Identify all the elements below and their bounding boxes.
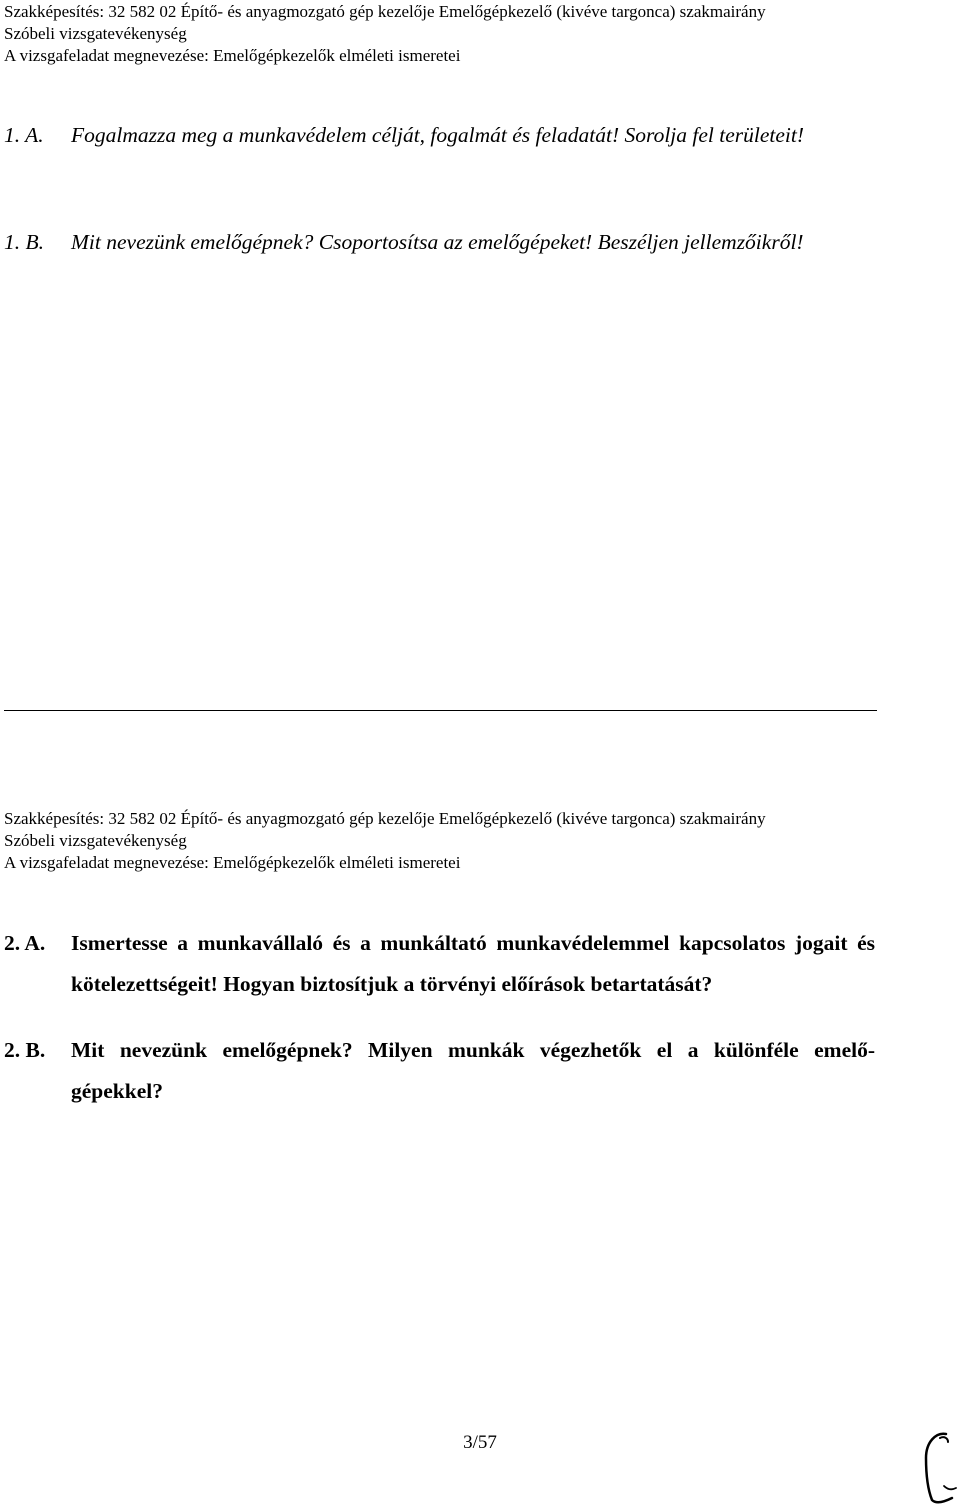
exam-type-line: Szóbeli vizsgatevékenység bbox=[4, 24, 187, 43]
signature-mark bbox=[918, 1428, 958, 1504]
question-text: Mit nevezünk emelőgépnek? Csoportosítsa az emelőgépeket! Beszéljen jellemzőikről! bbox=[71, 230, 804, 254]
question-1a bbox=[4, 115, 879, 197]
question-text: Ismertesse a munkavállaló és a munkáltató munkavédelemmel kapcsolatos jogait és kötelezettségeit! Hogyan biztosítjuk a törvényi előírások betartatását? bbox=[71, 931, 875, 996]
question-number: 1. B. bbox=[4, 230, 45, 254]
task-name-line: A vizsgafeladat megnevezése: Emelőgépkezelők elméleti ismeretei bbox=[4, 853, 461, 872]
qualification-line: Szakképesítés: 32 582 02 Építő- és anyagmozgató gép kezelője Emelőgépkezelő (kivéve targonca) szakmairány bbox=[4, 809, 766, 828]
page-number: 3/57 bbox=[463, 1432, 497, 1453]
page-divider bbox=[4, 710, 877, 711]
question-number: 2. B. bbox=[4, 1038, 46, 1062]
exam-type-line: Szóbeli vizsgatevékenység bbox=[4, 831, 187, 850]
page-header-top bbox=[4, 1, 766, 67]
question-number: 2. A. bbox=[4, 931, 46, 955]
question-number: 1. A. bbox=[4, 123, 44, 147]
question-2a bbox=[4, 923, 879, 1005]
question-text: Fogalmazza meg a munkavédelem célját, fogalmát és feladatát! Sorolja fel területeit! bbox=[71, 123, 805, 147]
page-header-second bbox=[4, 808, 766, 874]
question-text: Mit nevezünk emelőgépnek? Milyen munkák végezhetők el a különféle emelő-gépekkel? bbox=[71, 1038, 875, 1103]
task-name-line: A vizsgafeladat megnevezése: Emelőgépkezelők elméleti ismeretei bbox=[4, 46, 461, 65]
question-1b bbox=[4, 222, 879, 304]
qualification-line: Szakképesítés: 32 582 02 Építő- és anyagmozgató gép kezelője Emelőgépkezelő (kivéve targonca) szakmairány bbox=[4, 2, 766, 21]
question-2b bbox=[4, 1030, 879, 1112]
